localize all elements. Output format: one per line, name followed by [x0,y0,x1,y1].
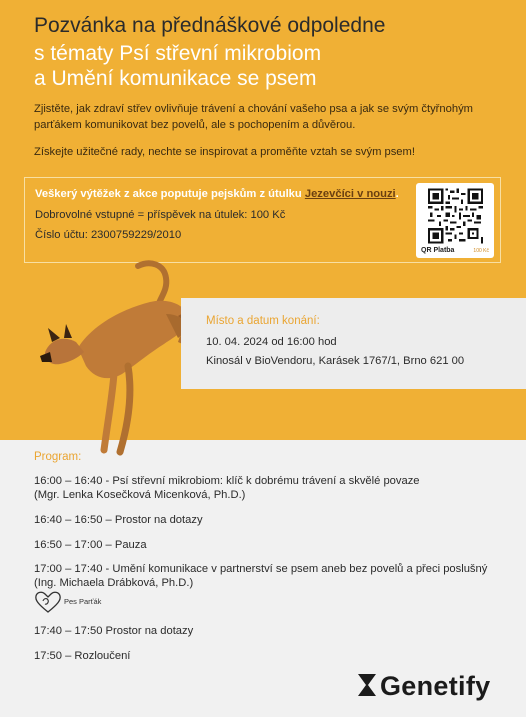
venue-address: Kinosál v BioVendoru, Karásek 1767/1, Brno 621 00 [206,355,465,367]
qr-label: QR Platba [421,247,455,254]
qr-payment-card[interactable] [416,183,494,258]
program-item [34,562,504,590]
program-heading: Program: [34,451,82,463]
program-item [34,649,504,663]
program-item [34,474,504,502]
program-item-speaker: (Mgr. Lenka Kosečková Micenková, Ph.D.) [34,489,246,501]
venue-heading: Místo a datum konání: [206,315,320,327]
brand-name: Genetify [380,671,491,701]
program-item [34,538,504,552]
donation-line [35,188,399,200]
title-line1: Pozvánka na přednáškové odpoledne [34,14,386,37]
program-item-title: 17:40 – 17:50 Prostor na dotazy [34,625,194,637]
donation-fee: Dobrovolné vstupné = příspěvek na útulek: 100 Kč [35,209,286,221]
program-item-title: 16:40 – 16:50 – Prostor na dotazy [34,514,203,526]
intro-paragraph: Zjistěte, jak zdraví střev ovlivňuje trávení a chování vašeho psa a jak se svým čtyřnohým parťákem komunikovat bez povelů, ale s pochopením a důvěrou. [34,103,473,131]
venue-date: 10. 04. 2024 od 16:00 hod [206,336,337,348]
qr-amount: 100 Kč [473,248,489,254]
title-topics [34,41,494,91]
donation-box [24,177,501,263]
program-item [34,513,504,527]
donation-suffix: . [395,188,399,200]
qr-code-icon [428,188,483,244]
partner-label: Pes Parťák [64,597,102,606]
title-line2: s tématy Psí střevní mikrobiom [34,42,322,65]
shelter-link[interactable]: Jezevčíci v nouzi [304,188,396,200]
donation-text: Veškerý výtěžek z akce poputuje pejskům z útulku [35,188,305,200]
account-number: Číslo účtu: 2300759229/2010 [35,229,182,241]
title-line3: a Umění komunikace se psem [34,67,317,90]
genetify-logo-icon [357,673,377,697]
program-item-title: 17:00 – 17:40 - Umění komunikace v partnerství se psem aneb bez povelů a přeci poslušný [34,563,488,575]
program-item-title: 16:50 – 17:00 – Pauza [34,539,147,551]
dog-heart-icon [34,590,62,614]
intro-call-to-action: Získejte užitečné rady, nechte se inspirovat a proměňte vztah se svým psem! [34,146,415,158]
program-item-title: 17:50 – Rozloučení [34,650,131,662]
program-item-title: 16:00 – 16:40 - Psí střevní mikrobiom: klíč k dobrému trávení a skvělé povaze [34,475,420,487]
program-item-speaker: (Ing. Michaela Drábková, Ph.D.) [34,577,194,589]
venue-panel [181,298,526,389]
program-item [34,624,504,638]
